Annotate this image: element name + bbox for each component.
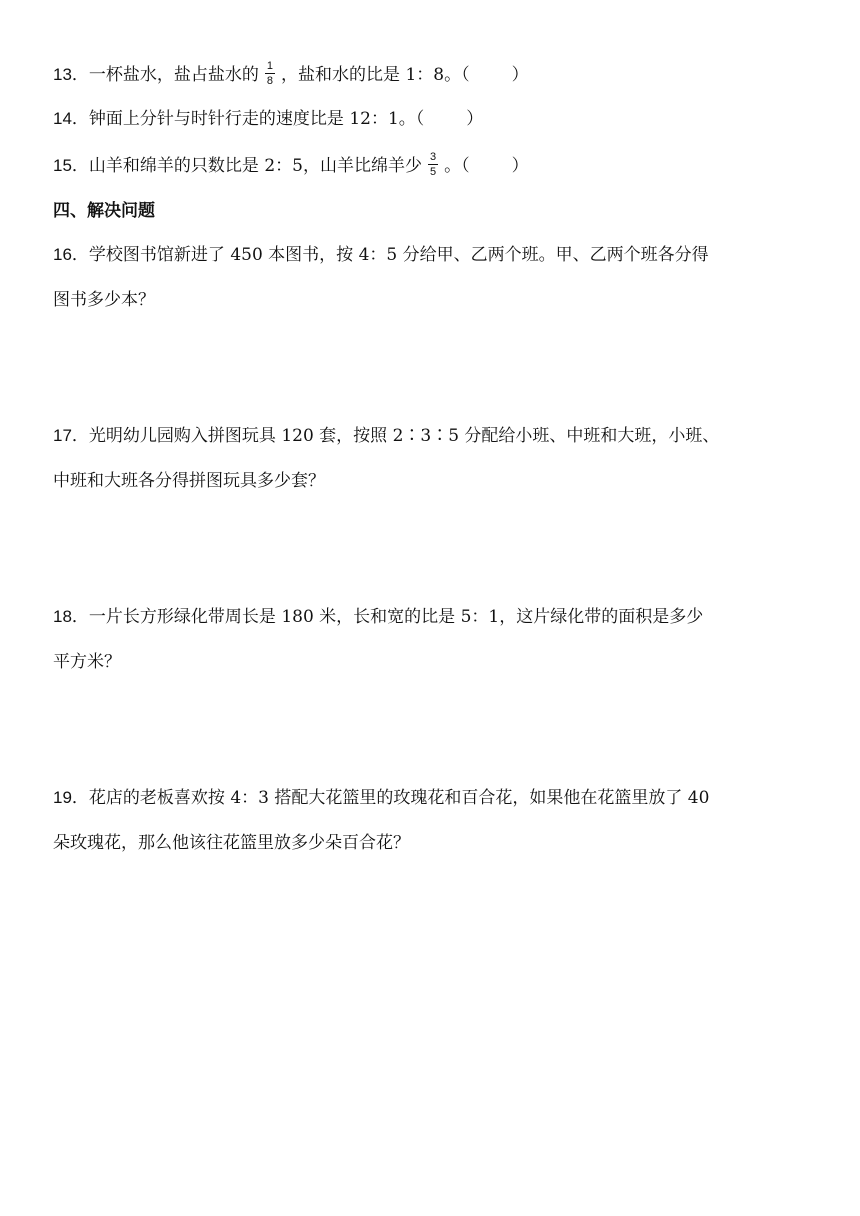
question-text-continued: ，盐和水的比是 1：8。（ bbox=[281, 65, 470, 85]
question-number: 15． bbox=[53, 156, 89, 175]
question-number: 18． bbox=[53, 607, 89, 626]
fraction-denominator: 8 bbox=[266, 75, 274, 87]
question-17-line-1 bbox=[53, 424, 719, 448]
question-18-line-1 bbox=[53, 605, 703, 629]
question-number: 13． bbox=[53, 65, 89, 84]
question-17-line-2: 中班和大班各分得拼图玩具多少套？ bbox=[53, 471, 325, 491]
question-text: 学校图书馆新进了 450 本图书，按 4：5 分给甲、乙两个班。甲、乙两个班各分得 bbox=[88, 245, 709, 265]
fraction-denominator: 5 bbox=[429, 166, 437, 178]
question-text: 花店的老板喜欢按 4：3 搭配大花篮里的玫瑰花和百合花，如果他在花篮里放了 40 bbox=[88, 788, 710, 808]
question-number: 17． bbox=[53, 426, 89, 445]
section-heading: 四、解决问题 bbox=[53, 201, 155, 221]
question-19-line-1 bbox=[53, 786, 709, 810]
question-number: 19． bbox=[53, 788, 89, 807]
question-16-line-1 bbox=[53, 243, 709, 267]
question-15 bbox=[53, 153, 529, 180]
question-text: 钟面上分针与时针行走的速度比是 12：1。（ bbox=[88, 109, 425, 129]
question-text: 一杯盐水，盐占盐水的 bbox=[88, 65, 259, 85]
fraction bbox=[428, 151, 438, 178]
answer-blank-close: ） bbox=[466, 109, 484, 129]
fraction-numerator: 1 bbox=[266, 60, 274, 72]
question-19-line-2: 朵玫瑰花，那么他该往花篮里放多少朵百合花？ bbox=[53, 833, 410, 853]
fraction-numerator: 3 bbox=[429, 151, 437, 163]
question-number: 16． bbox=[53, 245, 89, 264]
fraction bbox=[265, 60, 275, 87]
answer-blank-close: ） bbox=[511, 156, 529, 176]
question-text: 山羊和绵羊的只数比是 2：5，山羊比绵羊少 bbox=[88, 156, 422, 176]
question-text: 一片长方形绿化带周长是 180 米，长和宽的比是 5：1，这片绿化带的面积是多少 bbox=[88, 607, 704, 627]
question-13 bbox=[53, 62, 529, 89]
question-text-continued: 。（ bbox=[444, 156, 470, 176]
answer-blank-close: ） bbox=[511, 65, 529, 85]
question-text: 光明幼儿园购入拼图玩具 120 套，按照 2∶3∶5 分配给小班、中班和大班，小班、 bbox=[88, 426, 720, 446]
question-14 bbox=[53, 107, 483, 131]
question-16-line-2: 图书多少本？ bbox=[53, 290, 155, 310]
question-number: 14． bbox=[53, 109, 89, 128]
question-18-line-2: 平方米？ bbox=[53, 652, 121, 672]
